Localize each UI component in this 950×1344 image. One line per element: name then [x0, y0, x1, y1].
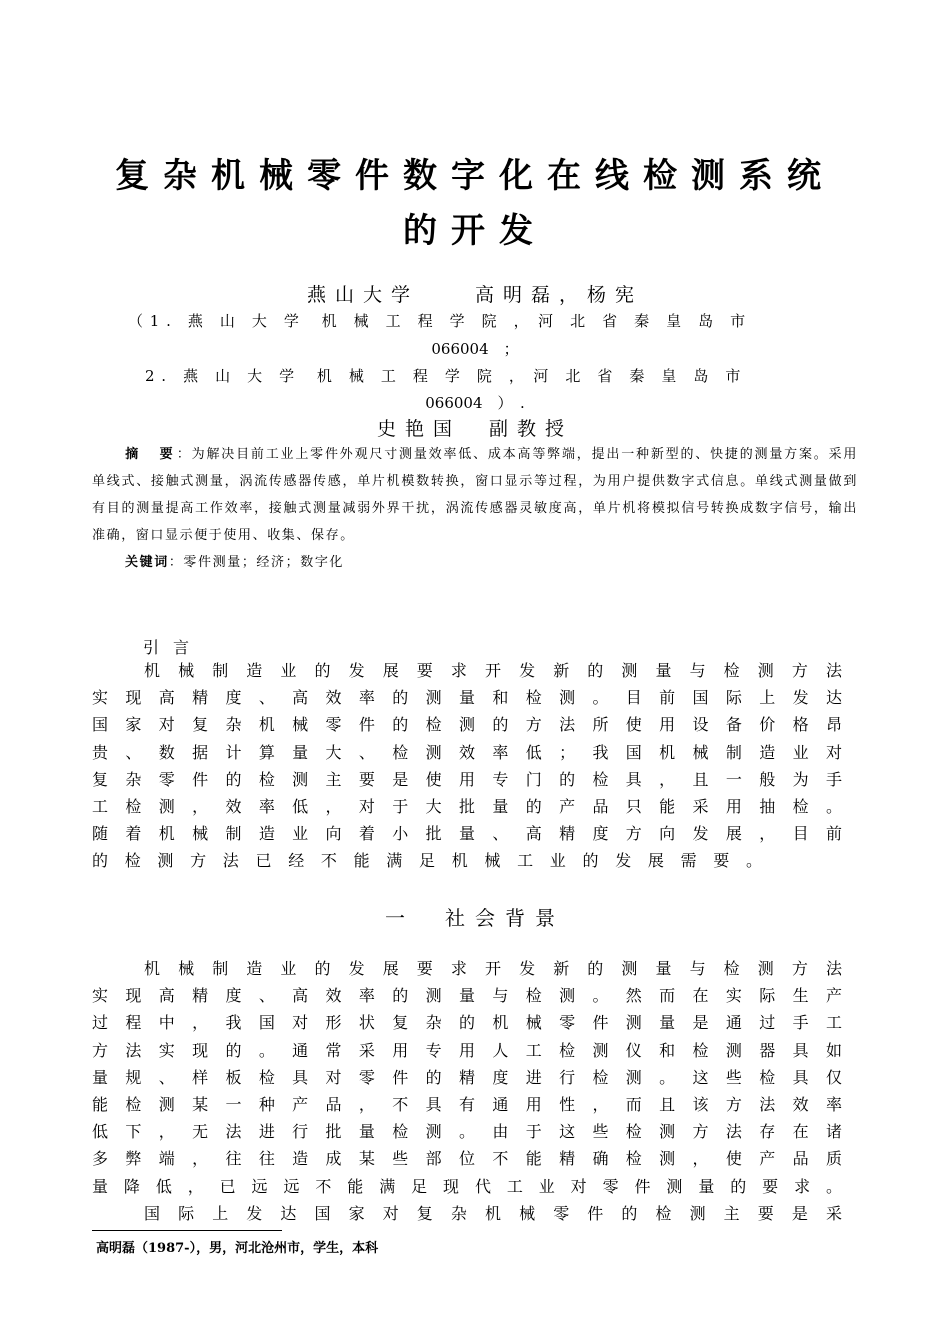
keywords-text: ：零件测量；经济；数字化 — [168, 555, 345, 570]
abstract-label: 摘 要 — [125, 447, 177, 462]
affiliation-line4: 066004 ） . — [425, 394, 525, 412]
paper-title-line2: 的开发 — [403, 211, 547, 251]
intro-line: 工检测，效率低，对于大批量的产品只能采用抽检。 — [92, 796, 842, 816]
section1-line: 方法实现的。通常采用专用人工检测仪和检测器具如 — [92, 1040, 842, 1060]
authors: 燕山大学 高明磊，杨宪 — [306, 284, 643, 306]
affiliation-line3: 2 . 燕 山 大 学 机 械 工 程 学 院 ， 河 北 省 秦 皇 岛 市 — [145, 367, 742, 385]
affiliation-line1: （ 1 . 燕 山 大 学 机 械 工 程 学 院 ， 河 北 省 秦 皇 岛 市 — [128, 312, 747, 330]
intro-line: 的检测方法已经不能满足机械工业的发展需要。 — [92, 851, 779, 871]
intro-line: 随着机械制造业向着小批量、高精度方向发展，目前 — [92, 824, 842, 844]
section1-body — [92, 955, 842, 1227]
intro-line: 实现高精度、高效率的测量和检测。目前国际上发达 — [92, 688, 842, 708]
section1-line: 过程中，我国对形状复杂的机械零件测量是通过手工 — [92, 1013, 842, 1033]
advisor: 史艳国 副教授 — [376, 418, 573, 440]
section1-line: 低下，无法进行批量检测。由于这些检测方法存在诸 — [92, 1122, 842, 1142]
keywords — [125, 549, 344, 576]
section1-line: 机械制造业的发展要求开发新的测量与检测方法 — [144, 959, 842, 978]
intro-heading: 引言 — [143, 638, 204, 657]
keywords-label: 关键词 — [125, 555, 169, 570]
affiliation-line2: 066004 ； — [431, 340, 519, 358]
abstract-text: ：为解决目前工业上零件外观尺寸测量效率低、成本高等弊端，提出一种新型的、快捷的测量方案。采用单线式、接触式测量，涡流传感器传感，单片机模数转换，窗口显示等过程，为用户提供数字式信息。单线式测量做到有目的测量提高工作效率，接触式测量减弱外界干扰，涡流传感器灵敏度高，单片机将模拟信号转换成数字信号，输出准确，窗口显示便于使用、收集、保存。 — [92, 447, 858, 543]
section1-line: 实现高精度、高效率的测量与检测。然而在实际生产 — [92, 986, 842, 1006]
intro-body — [92, 657, 842, 875]
paper-title-line1: 复杂机械零件数字化在线检测系统 — [115, 156, 835, 196]
intro-line: 国家对复杂机械零件的检测的方法所使用设备价格昂 — [92, 715, 842, 735]
section1-line: 多弊端，往往造成某些部位不能精确检测，使产品质 — [92, 1149, 842, 1169]
section1-line: 量降低，已远远不能满足现代工业对零件测量的要求。 — [92, 1176, 842, 1196]
intro-line: 机械制造业的发展要求开发新的测量与检测方法 — [144, 661, 842, 680]
intro-line: 贵、数据计算量大、检测效率低；我国机械制造业对 — [92, 742, 842, 762]
intro-line: 复杂零件的检测主要是使用专门的检具，且一般为手 — [92, 769, 842, 789]
footnote: 高明磊（1987-），男，河北沧州市，学生，本科 — [96, 1241, 379, 1256]
footnote-divider — [92, 1230, 282, 1231]
abstract — [92, 441, 858, 549]
section1-line: 能检测某一种产品，不具有通用性，而且该方法效率 — [92, 1094, 842, 1114]
section-title: 一 社会背景 — [385, 906, 565, 930]
section1-line: 国际上发达国家对复杂机械零件的检测主要是采 — [144, 1203, 842, 1223]
section1-line: 量规、样板检具对零件的精度进行检测。这些检具仅 — [92, 1067, 842, 1087]
